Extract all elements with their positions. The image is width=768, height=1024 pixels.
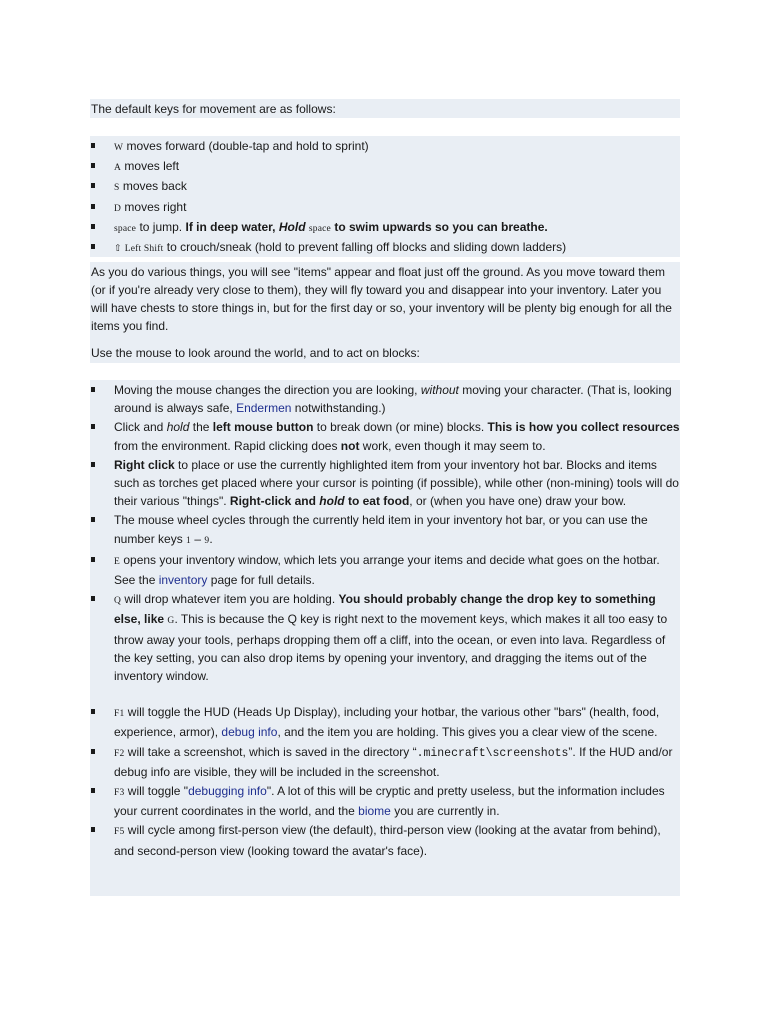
list-item <box>90 137 680 157</box>
item-text: the <box>192 420 210 435</box>
item-text: will take a screenshot, which is saved in the directory “ <box>127 744 417 759</box>
key-label: D <box>114 203 122 214</box>
key-label: E <box>114 556 121 567</box>
screenshot-path: .minecraft\screenshots <box>416 746 569 760</box>
biome-link[interactable]: biome <box>358 804 391 819</box>
bullet-icon <box>91 424 95 429</box>
key-label: ⇧ Left Shift <box>114 244 164 255</box>
item-text: will cycle among first-person view (the default), third-person view (looking at the avatar from behind), and second-person view (looking toward the avatar's face). <box>114 823 661 858</box>
key-label: space <box>114 223 137 234</box>
list-item <box>90 743 680 781</box>
items-band <box>90 262 680 363</box>
list-item <box>90 177 680 197</box>
bold-text: Right-click and <box>229 494 316 509</box>
item-text: to jump. <box>139 219 183 234</box>
item-text: . <box>209 531 213 546</box>
item-text: will drop whatever item you are holding. <box>124 592 336 607</box>
inventory-link[interactable]: inventory <box>158 573 208 588</box>
item-text: Click and <box>114 420 164 435</box>
item-text: to place or use the currently highlighted item from your inventory hot bar. Blocks and items such as torches get placed where your cursor is pointing (if possible), while other (non-mining) tools will do their various "things". <box>114 457 679 509</box>
list-item <box>90 381 680 417</box>
item-text: will toggle " <box>127 784 189 799</box>
mouse-list-band <box>90 380 680 896</box>
item-text: ”. If the HUD and/or debug info are visible, they will be included in the screenshot. <box>114 744 673 779</box>
item-text: moves right <box>124 199 187 214</box>
bold-text: If in deep water, <box>185 219 276 234</box>
bold-text: not <box>340 438 360 453</box>
endermen-link[interactable]: Endermen <box>236 401 292 416</box>
list-item <box>90 782 680 820</box>
key-label: F5 <box>114 827 125 838</box>
item-text: , or (when you have one) draw your bow. <box>409 494 627 509</box>
item-text: moving your character. (That is, looking around is always safe, <box>114 383 672 416</box>
bullet-icon <box>91 204 95 209</box>
item-text: moves forward (double-tap and hold to sprint) <box>126 139 369 153</box>
key-label: A <box>114 163 122 174</box>
key-label: S <box>114 183 120 194</box>
bullet-icon <box>91 596 95 601</box>
list-item <box>90 456 680 511</box>
movement-list-band <box>90 136 680 257</box>
item-text: – <box>194 531 202 546</box>
item-text: you are currently in. <box>394 804 500 819</box>
bullet-icon <box>91 557 95 562</box>
key-label: space <box>308 223 331 234</box>
movement-key-list <box>90 137 680 258</box>
bullet-icon <box>91 183 95 188</box>
bullet-icon <box>91 244 95 249</box>
key-label: 1 <box>186 535 191 546</box>
list-item <box>90 238 680 258</box>
key-label: 9 <box>204 535 210 546</box>
key-label: F2 <box>114 748 125 759</box>
key-label: F3 <box>114 788 125 799</box>
bold-text: to eat food <box>347 494 410 509</box>
bullet-icon <box>91 749 95 754</box>
debugging-info-link[interactable]: debugging info <box>188 784 267 799</box>
bold-text: to swim upwards so you can breathe. <box>334 219 548 234</box>
movement-intro: The default keys for movement are as follows: <box>91 102 336 116</box>
list-item <box>90 198 680 218</box>
list-item <box>90 218 680 238</box>
bullet-icon <box>91 462 95 467</box>
bullet-icon <box>91 788 95 793</box>
italic-text: without <box>420 383 459 397</box>
italic-bold-text: Hold <box>278 219 306 234</box>
item-text: to crouch/sneak (hold to prevent falling off blocks and sliding down ladders) <box>166 240 567 255</box>
list-item <box>90 703 680 741</box>
list-item <box>90 551 680 589</box>
list-item <box>90 418 680 454</box>
item-text: ". A lot of this will be cryptic and pretty useless, but the information includes your current coordinates in the world, and the <box>114 784 665 819</box>
list-item <box>90 157 680 177</box>
item-text: moves left <box>124 159 180 174</box>
bullet-icon <box>91 224 95 229</box>
item-text: , and the item you are holding. This gives you a clear view of the scene. <box>277 725 658 740</box>
key-label: G <box>167 616 175 627</box>
item-text: to break down (or mine) blocks. <box>316 420 485 435</box>
item-text: . This is because the Q key is right next to the movement keys, which makes it all too easy to throw away your tools, perhaps dropping them off a cliff, into the ocean, or even into lava. Regardless of the key setting, you can also drop items by opening your inventory, and dragging the items out of the inventory window. <box>114 612 668 684</box>
italic-bold-text: hold <box>319 494 345 509</box>
bold-text: You should probably change the drop key to something else, like <box>114 592 656 627</box>
item-text: moves back <box>122 179 187 194</box>
item-text: will toggle the HUD (Heads Up Display), including your hotbar, the various other "bars" (health, food, experience, armor), <box>114 705 660 740</box>
bullet-icon <box>91 709 95 714</box>
item-text: Moving the mouse changes the direction you are looking, <box>114 383 418 397</box>
list-item <box>90 590 680 685</box>
key-label: F1 <box>114 709 125 720</box>
item-text: page for full details. <box>210 573 315 588</box>
item-text: from the environment. Rapid clicking does <box>114 438 338 453</box>
list-item <box>90 511 680 549</box>
bold-text: Right click <box>114 457 175 472</box>
intro-band <box>90 99 680 118</box>
list-item <box>90 821 680 859</box>
debug-info-link[interactable]: debug info <box>221 725 278 740</box>
mouse-intro: Use the mouse to look around the world, and to act on blocks: <box>91 346 420 360</box>
item-text: opens your inventory window, which lets you arrange your items and decide what goes on the hotbar. See the <box>114 552 660 588</box>
bullet-icon <box>91 517 95 522</box>
italic-text: hold <box>166 420 190 435</box>
item-text: The mouse wheel cycles through the currently held item in your inventory hot bar, or you can use the number keys <box>114 513 648 546</box>
item-text: notwithstanding.) <box>294 401 386 416</box>
bullet-icon <box>91 143 95 148</box>
bold-text: This is how you collect resources <box>487 420 680 435</box>
bullet-icon <box>91 827 95 832</box>
item-text: work, even though it may seem to. <box>362 438 546 453</box>
key-label: Q <box>114 596 122 607</box>
key-label: W <box>114 143 124 153</box>
mouse-action-list <box>90 381 680 860</box>
bullet-icon <box>91 163 95 168</box>
bullet-icon <box>91 387 95 392</box>
bold-text: left mouse button <box>212 420 314 435</box>
items-paragraph: As you do various things, you will see "items" appear and float just off the ground. As you move toward them (or if you're already very close to them), they will fly toward you and disappear into your inventory. Later you will have chests to store things in, but for the first day or so, your inventory will be plenty big enough for all the items you find. <box>91 265 672 333</box>
